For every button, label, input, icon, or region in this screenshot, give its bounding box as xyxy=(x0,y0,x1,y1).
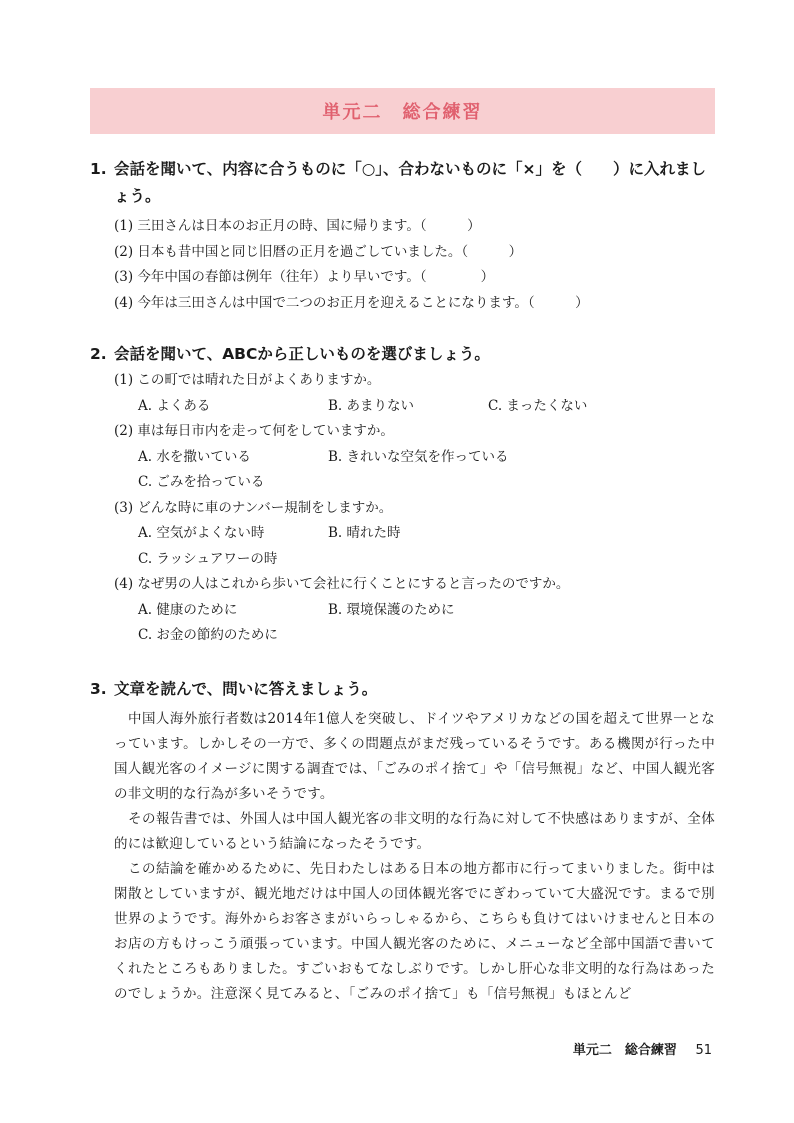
question-3-option-b: B. 晴れた時 xyxy=(328,525,401,541)
reading-paragraph-3: この結論を確かめるために、先日わたしはある日本の地方都市に行ってまいりました。街中は閑散としていますが、観光地だけは中国人の団体観光客でにぎわっていて大盛況です。まるで別世界のようです。海外からお客さまがいらっしゃるから、こちらも負けてはいけませんと日本のお店の方もけっこう頑張っています。中国人観光客のために、メニューなど全部中国語で書いてくれたところもありました。すごいおもてなしぶりです。しかし肝心な非文明的な行為はあったのでしょうか。注意深く見てみると、「ごみのポイ捨て」も「信号無視」もほとんど xyxy=(114,861,715,1002)
reading-paragraph-2: その報告書では、外国人は中国人観光客の非文明的な行為に対して不快感はありますが、全体的には歓迎しているという結論になったそうです。 xyxy=(114,811,715,852)
exercise-1-item-4: (4) 今年は三田さんは中国で二つのお正月を迎えることになります。（ ） xyxy=(114,294,589,311)
question-3: (3) どんな時に車のナンバー規制をしますか。 xyxy=(114,499,393,516)
page-footer xyxy=(573,1039,712,1058)
question-3-option-c: C. ラッシュアワーの時 xyxy=(138,550,278,567)
exercise-2-number: 2. xyxy=(90,345,107,363)
banner-title: 単元二 総合練習 xyxy=(322,102,483,123)
question-4-options xyxy=(90,598,715,624)
question-3-option-a: A. 空気がよくない時 xyxy=(138,525,265,541)
question-4-options-row2 xyxy=(90,623,715,649)
question-4: (4) なぜ男の人はこれから歩いて会社に行くことにすると言ったのですか。 xyxy=(114,576,570,592)
exercise-1 xyxy=(90,156,715,316)
question-2-option-b: B. きれいな空気を作っている xyxy=(328,448,509,465)
question-1: (1) この町では晴れた日がよくありますか。 xyxy=(114,372,381,388)
exercise-1-title: 会話を聞いて、内容に合うものに「○」、合わないものに「×」を（ ）に入れましょう。 xyxy=(114,160,706,205)
exercise-1-heading xyxy=(90,156,715,210)
page-number: 51 xyxy=(695,1043,712,1058)
section-banner xyxy=(90,88,715,134)
question-3-options xyxy=(90,521,715,547)
question-4-option-b: B. 環境保護のために xyxy=(328,601,455,618)
question-4-option-a: A. 健康のために xyxy=(138,601,238,618)
question-2: (2) 車は毎日市内を走って何をしていますか。 xyxy=(114,423,394,439)
exercise-2-title: 会話を聞いて、ABCから正しいものを選びましょう。 xyxy=(114,345,490,363)
exercise-1-item-1: (1) 三田さんは日本のお正月の時、国に帰ります。（ ） xyxy=(114,218,481,234)
reading-paragraph-1: 中国人海外旅行者数は2014年1億人を突破し、ドイツやアメリカなどの国を超えて世界一となっています。しかしその一方で、多くの問題点がまだ残っているそうです。ある機関が行った中国人観光客のイメージに関する調査では、「ごみのポイ捨て」や「信号無視」など、中国人観光客の非文明的な行為が多いそうです。 xyxy=(114,711,715,802)
exercise-3 xyxy=(90,676,715,1007)
question-2-option-a: A. 水を撒いている xyxy=(138,448,251,465)
question-4-option-c: C. お金の節約のために xyxy=(138,627,278,643)
question-1-option-b: B. あまりない xyxy=(328,397,415,414)
question-2-options-row2 xyxy=(90,470,715,496)
exercise-1-item-3: (3) 今年中国の春節は例年（往年）より早いです。（ ） xyxy=(114,269,495,285)
question-1-option-a: A. よくある xyxy=(138,397,211,414)
question-1-options xyxy=(90,394,715,420)
exercise-2 xyxy=(90,341,715,649)
exercise-3-heading xyxy=(90,676,715,703)
question-3-options-row2 xyxy=(90,547,715,573)
exercise-3-title: 文章を読んで、問いに答えましょう。 xyxy=(114,680,378,698)
footer-unit-label: 単元二 総合練習 xyxy=(572,1043,677,1058)
question-2-option-c: C. ごみを拾っている xyxy=(138,474,265,490)
question-1-option-c: C. まったくない xyxy=(488,397,588,414)
exercise-2-heading xyxy=(90,341,715,368)
exercise-1-number: 1. xyxy=(90,160,107,178)
question-2-options xyxy=(90,445,715,471)
exercise-1-item-2: (2) 日本も昔中国と同じ旧暦の正月を過ごしていました。（ ） xyxy=(114,243,523,260)
exercise-3-number: 3. xyxy=(90,680,107,698)
